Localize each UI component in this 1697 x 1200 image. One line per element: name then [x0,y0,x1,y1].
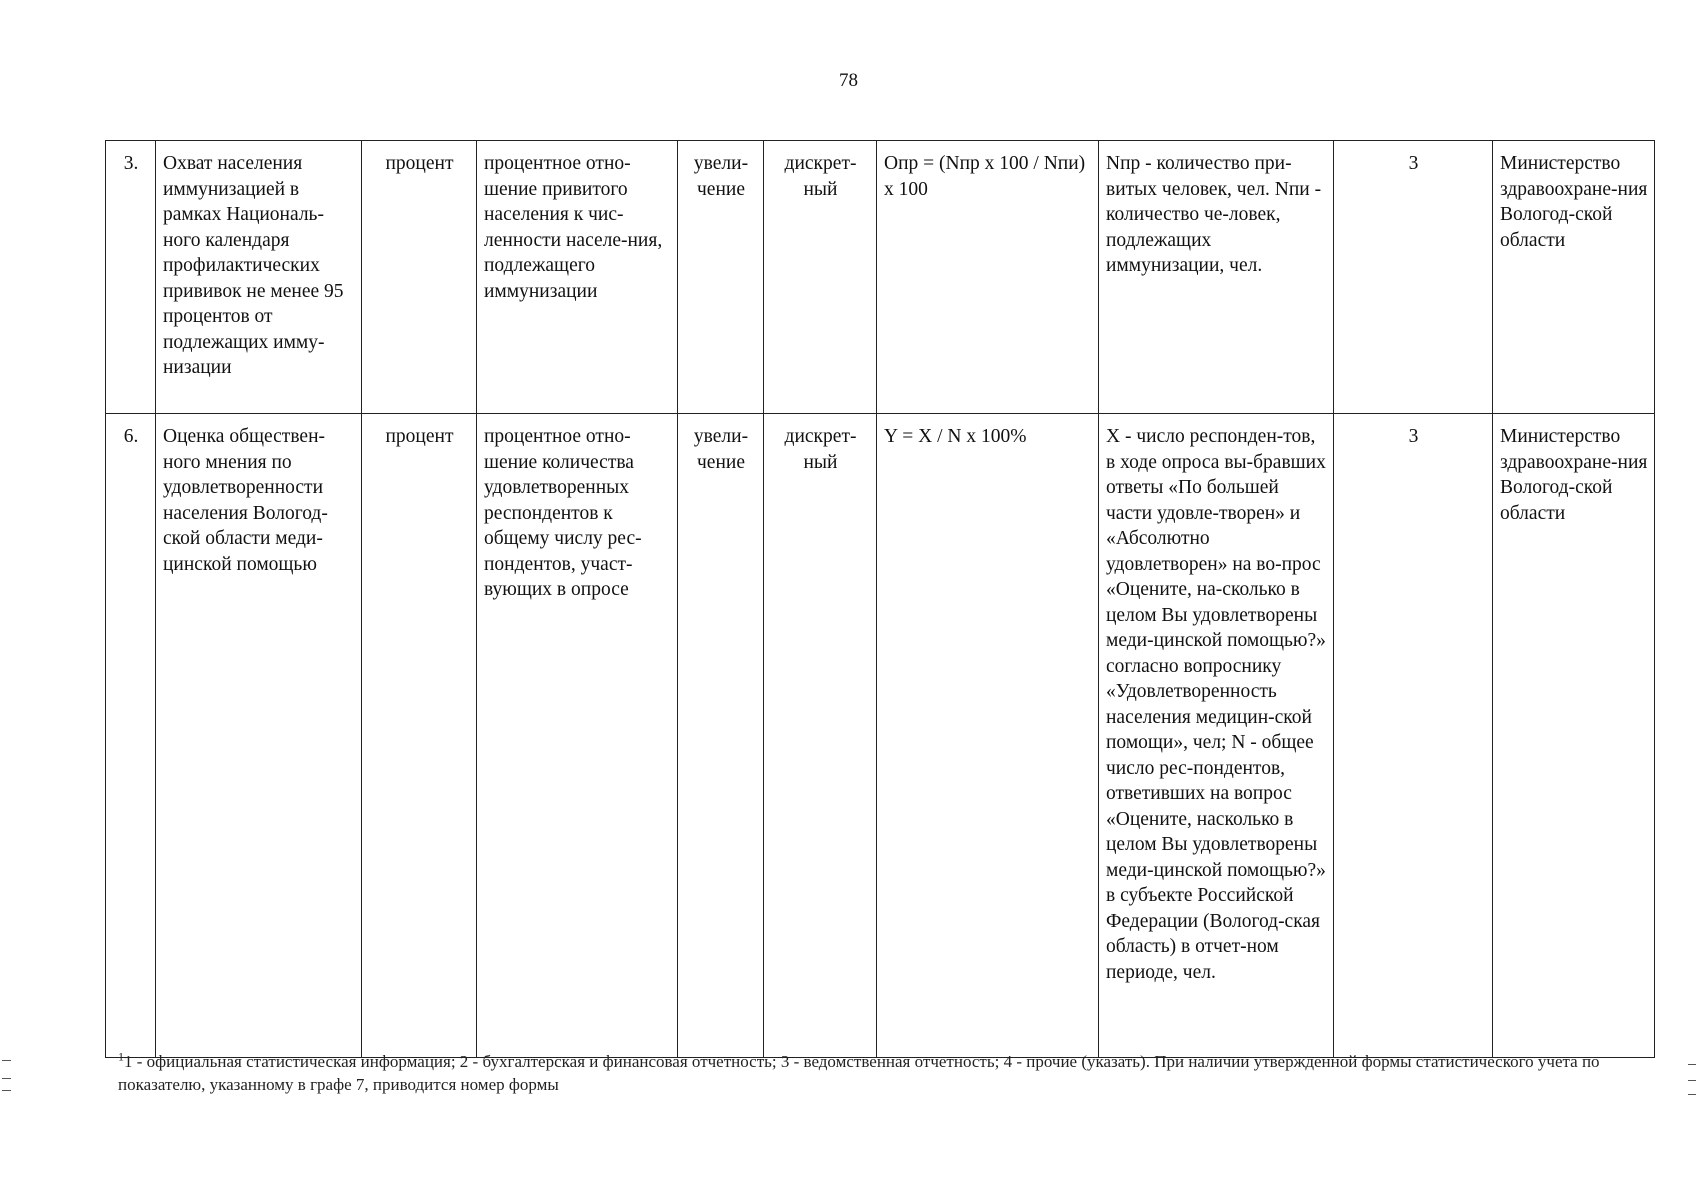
indicators-table [105,140,1655,1058]
scan-mark-left [2,1078,11,1079]
source-cell: 3 [1334,141,1493,414]
formula-cell: Y = X / N x 100% [877,414,1099,1058]
indicator-name: Оценка обществен-ного мнения по удовлетворенности населения Вологод-ской области меди-цинской помощью [156,414,362,1058]
type-cell: дискрет-ный [764,414,877,1058]
responsible-cell: Министерство здравоохране-ния Вологод-ской области [1493,414,1655,1058]
definition-cell: процентное отно-шение количества удовлетворенных респондентов к общему числу рес-пондентов, участ-вующих в опросе [477,414,678,1058]
row-number: 6. [106,414,156,1058]
scan-mark-left [2,1090,11,1091]
unit-cell: процент [362,141,477,414]
source-cell: 3 [1334,414,1493,1058]
formula-cell: Опр = (Nпр х 100 / Nпи) х 100 [877,141,1099,414]
scan-mark-right [1688,1064,1696,1065]
scan-mark-right [1688,1080,1696,1081]
variables-cell: Nпр - количество при-витых человек, чел. Nпи - количество че-ловек, подлежащих иммунизации, чел. [1099,141,1334,414]
type-cell: дискрет-ный [764,141,877,414]
responsible-cell: Министерство здравоохране-ния Вологод-ской области [1493,141,1655,414]
indicator-name: Охват населения иммунизацией в рамках Националь-ного календаря профилактических прививок не менее 95 процентов от подлежащих имму-низации [156,141,362,414]
definition-cell: процентное отно-шение привитого населения к чис-ленности населе-ния, подлежащего иммунизации [477,141,678,414]
row-number: 3. [106,141,156,414]
page-number: 78 [839,70,858,91]
footnote [118,1050,1648,1096]
direction-cell: увели-чение [678,141,764,414]
table-row [106,414,1655,1058]
direction-cell: увели-чение [678,414,764,1058]
footnote-marker: 1 [118,1049,124,1064]
scan-mark-right [1688,1094,1696,1095]
table-row [106,141,1655,414]
unit-cell: процент [362,414,477,1058]
variables-cell: X - число респонден-тов, в ходе опроса вы-бравших ответы «По большей части удовле-творен» и «Абсолютно удовлетворен» на во-прос «Оцените, на-сколько в целом Вы удовлетворены меди-цинской помощью?» согласно вопроснику «Удовлетворенность населения медицин-ской помощи», чел; N - общее число рес-пондентов, ответивших на вопрос «Оцените, насколько в целом Вы удовлетворены меди-цинской помощью?» в субъекте Российской Федерации (Вологод-ская область) в отчет-ном периоде, чел. [1099,414,1334,1058]
scan-mark-left [2,1060,11,1061]
footnote-text: 1 - официальная статистическая информация; 2 - бухгалтерская и финансовая отчетность; 3 - ведомственная отчетность; 4 - прочие (указать). При наличии утвержденной формы статистического учета по показателю, указанному в графе 7, приводится номер формы [118,1052,1600,1094]
